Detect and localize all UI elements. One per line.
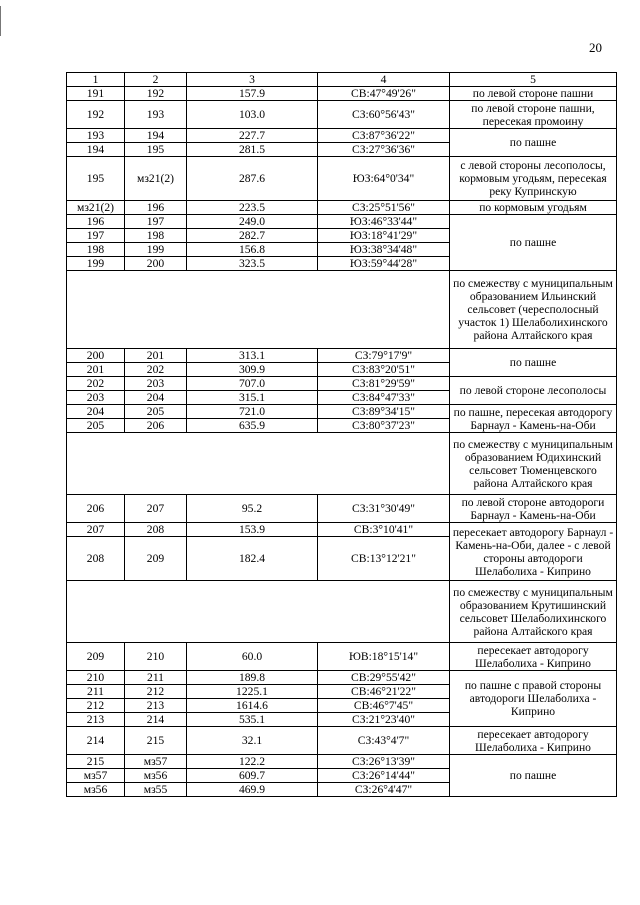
header-cell-description: 5 (450, 73, 617, 87)
bearing-cell: ЮЗ:18°41'29" (318, 229, 450, 243)
header-cell-length: 3 (187, 73, 318, 87)
length-cell: 227.7 (187, 129, 318, 143)
to-point-cell: 213 (125, 699, 187, 713)
to-point-cell: 215 (125, 727, 187, 755)
length-cell: 721.0 (187, 405, 318, 419)
from-point-cell: 205 (67, 419, 125, 433)
to-point-cell: 196 (125, 201, 187, 215)
description-cell: с левой стороны лесополосы, кормовым угодьям, пересекая реку Купринскую (450, 157, 617, 201)
to-point-cell: 193 (125, 101, 187, 129)
length-cell: 32.1 (187, 727, 318, 755)
table-row (67, 129, 617, 143)
boundary-description-table (66, 72, 617, 797)
header-cell-from-point: 1 (67, 73, 125, 87)
table-row (67, 643, 617, 671)
to-point-cell: 202 (125, 363, 187, 377)
table-row (67, 671, 617, 685)
length-cell: 60.0 (187, 643, 318, 671)
length-cell: 122.2 (187, 755, 318, 769)
to-point-cell: 208 (125, 523, 187, 537)
length-cell: 189.8 (187, 671, 318, 685)
bearing-cell: СВ:29°55'42" (318, 671, 450, 685)
bearing-cell: СЗ:79°17'9" (318, 349, 450, 363)
length-cell: 315.1 (187, 391, 318, 405)
to-point-cell: 204 (125, 391, 187, 405)
description-cell: по пашне, пересекая автодорогу Барнаул - Камень-на-Оби (450, 405, 617, 433)
bearing-cell: СЗ:27°36'36" (318, 143, 450, 157)
from-point-cell: мз21(2) (67, 201, 125, 215)
from-point-cell: 195 (67, 157, 125, 201)
description-cell: по кормовым угодьям (450, 201, 617, 215)
bearing-cell: ЮЗ:46°33'44" (318, 215, 450, 229)
bearing-cell: ЮЗ:38°34'48" (318, 243, 450, 257)
table-row (67, 271, 617, 349)
to-point-cell: 194 (125, 129, 187, 143)
length-cell: 153.9 (187, 523, 318, 537)
length-cell: 635.9 (187, 419, 318, 433)
to-point-cell: 195 (125, 143, 187, 157)
length-cell: 1614.6 (187, 699, 318, 713)
to-point-cell: мз57 (125, 755, 187, 769)
table-row (67, 377, 617, 391)
length-cell: 95.2 (187, 495, 318, 523)
from-point-cell: 202 (67, 377, 125, 391)
table-row (67, 349, 617, 363)
from-point-cell: 201 (67, 363, 125, 377)
adjacency-note-cell: по смежеству с муниципальным образованием Крутишинский сельсовет Шелаболихинского района Алтайского края (450, 581, 617, 643)
adjacency-note-cell: по смежеству с муниципальным образованием Юдихинский сельсовет Тюменцевского района Алтайского края (450, 433, 617, 495)
table-row (67, 495, 617, 523)
length-cell: 469.9 (187, 783, 318, 797)
table-row (67, 581, 617, 643)
page-number: 20 (589, 40, 602, 55)
length-cell: 323.5 (187, 257, 318, 271)
bearing-cell: СЗ:87°36'22" (318, 129, 450, 143)
to-point-cell: 207 (125, 495, 187, 523)
table-row (67, 101, 617, 129)
table-row (67, 523, 617, 537)
bearing-cell: СВ:46°21'22" (318, 685, 450, 699)
bearing-cell: ЮЗ:59°44'28" (318, 257, 450, 271)
description-cell: по левой стороне пашни (450, 87, 617, 101)
from-point-cell: 192 (67, 101, 125, 129)
table-row (67, 727, 617, 755)
empty-merged-cell (67, 433, 450, 495)
table-row (67, 755, 617, 769)
length-cell: 249.0 (187, 215, 318, 229)
empty-merged-cell (67, 581, 450, 643)
from-point-cell: 210 (67, 671, 125, 685)
from-point-cell: 198 (67, 243, 125, 257)
from-point-cell: 194 (67, 143, 125, 157)
table-body (67, 87, 617, 797)
length-cell: 223.5 (187, 201, 318, 215)
from-point-cell: 207 (67, 523, 125, 537)
bearing-cell: СВ:13°12'21" (318, 537, 450, 581)
from-point-cell: 215 (67, 755, 125, 769)
to-point-cell: 197 (125, 215, 187, 229)
from-point-cell: 213 (67, 713, 125, 727)
table-header-row (67, 73, 617, 87)
description-cell: по левой стороне автодороги Барнаул - Камень-на-Оби (450, 495, 617, 523)
bearing-cell: ЮЗ:64°0'34" (318, 157, 450, 201)
description-cell: по пашне с правой стороны автодороги Шелаболиха - Киприно (450, 671, 617, 727)
description-cell: пересекает автодорогу Шелаболиха - Киприно (450, 727, 617, 755)
bearing-cell: СЗ:84°47'33" (318, 391, 450, 405)
bearing-cell: СЗ:25°51'56" (318, 201, 450, 215)
bearing-cell: СЗ:26°14'44" (318, 769, 450, 783)
bearing-cell: СЗ:89°34'15" (318, 405, 450, 419)
to-point-cell: 192 (125, 87, 187, 101)
empty-merged-cell (67, 271, 450, 349)
bearing-cell: СВ:3°10'41" (318, 523, 450, 537)
bearing-cell: СВ:47°49'26" (318, 87, 450, 101)
adjacency-note-cell: по смежеству с муниципальным образованием Ильинский сельсовет (чересполосный участок 1) Шелаболихинского района Алтайского края (450, 271, 617, 349)
to-point-cell: 209 (125, 537, 187, 581)
description-cell: по пашне (450, 129, 617, 157)
table-row (67, 433, 617, 495)
to-point-cell: 201 (125, 349, 187, 363)
from-point-cell: 200 (67, 349, 125, 363)
header-cell-to-point: 2 (125, 73, 187, 87)
to-point-cell: мз55 (125, 783, 187, 797)
bearing-cell: СВ:46°7'45" (318, 699, 450, 713)
to-point-cell: 205 (125, 405, 187, 419)
length-cell: 707.0 (187, 377, 318, 391)
length-cell: 103.0 (187, 101, 318, 129)
length-cell: 309.9 (187, 363, 318, 377)
length-cell: 535.1 (187, 713, 318, 727)
length-cell: 282.7 (187, 229, 318, 243)
to-point-cell: 199 (125, 243, 187, 257)
to-point-cell: 211 (125, 671, 187, 685)
to-point-cell: 200 (125, 257, 187, 271)
table-row (67, 87, 617, 101)
to-point-cell: 212 (125, 685, 187, 699)
header-cell-bearing: 4 (318, 73, 450, 87)
description-cell: по левой стороне пашни, пересекая промоину (450, 101, 617, 129)
description-cell: по пашне (450, 215, 617, 271)
from-point-cell: 212 (67, 699, 125, 713)
description-cell: пересекает автодорогу Шелаболиха - Киприно (450, 643, 617, 671)
description-cell: по левой стороне лесополосы (450, 377, 617, 405)
bearing-cell: СЗ:43°4'7" (318, 727, 450, 755)
length-cell: 157.9 (187, 87, 318, 101)
to-point-cell: 203 (125, 377, 187, 391)
from-point-cell: 193 (67, 129, 125, 143)
bearing-cell: СЗ:26°4'47" (318, 783, 450, 797)
from-point-cell: мз56 (67, 783, 125, 797)
length-cell: 313.1 (187, 349, 318, 363)
to-point-cell: 206 (125, 419, 187, 433)
bearing-cell: СЗ:83°20'51" (318, 363, 450, 377)
from-point-cell: 204 (67, 405, 125, 419)
bearing-cell: СЗ:21°23'40" (318, 713, 450, 727)
description-cell: пересекает автодорогу Барнаул - Камень-на-Оби, далее - с левой стороны автодороги Шелаболиха - Киприно (450, 523, 617, 581)
description-cell: по пашне (450, 349, 617, 377)
from-point-cell: 199 (67, 257, 125, 271)
left-edge-mark (0, 6, 4, 36)
bearing-cell: СЗ:81°29'59" (318, 377, 450, 391)
from-point-cell: 214 (67, 727, 125, 755)
from-point-cell: 209 (67, 643, 125, 671)
table-row (67, 157, 617, 201)
bearing-cell: СЗ:60°56'43" (318, 101, 450, 129)
length-cell: 1225.1 (187, 685, 318, 699)
length-cell: 609.7 (187, 769, 318, 783)
length-cell: 287.6 (187, 157, 318, 201)
from-point-cell: 196 (67, 215, 125, 229)
length-cell: 182.4 (187, 537, 318, 581)
bearing-cell: СЗ:26°13'39" (318, 755, 450, 769)
from-point-cell: 208 (67, 537, 125, 581)
table-row (67, 405, 617, 419)
from-point-cell: 191 (67, 87, 125, 101)
from-point-cell: 203 (67, 391, 125, 405)
to-point-cell: 198 (125, 229, 187, 243)
from-point-cell: 206 (67, 495, 125, 523)
to-point-cell: мз21(2) (125, 157, 187, 201)
bearing-cell: СЗ:80°37'23" (318, 419, 450, 433)
from-point-cell: мз57 (67, 769, 125, 783)
to-point-cell: 214 (125, 713, 187, 727)
table-row (67, 201, 617, 215)
length-cell: 281.5 (187, 143, 318, 157)
bearing-cell: СЗ:31°30'49" (318, 495, 450, 523)
bearing-cell: ЮВ:18°15'14" (318, 643, 450, 671)
length-cell: 156.8 (187, 243, 318, 257)
to-point-cell: мз56 (125, 769, 187, 783)
from-point-cell: 211 (67, 685, 125, 699)
table-row (67, 215, 617, 229)
to-point-cell: 210 (125, 643, 187, 671)
from-point-cell: 197 (67, 229, 125, 243)
description-cell: по пашне (450, 755, 617, 797)
